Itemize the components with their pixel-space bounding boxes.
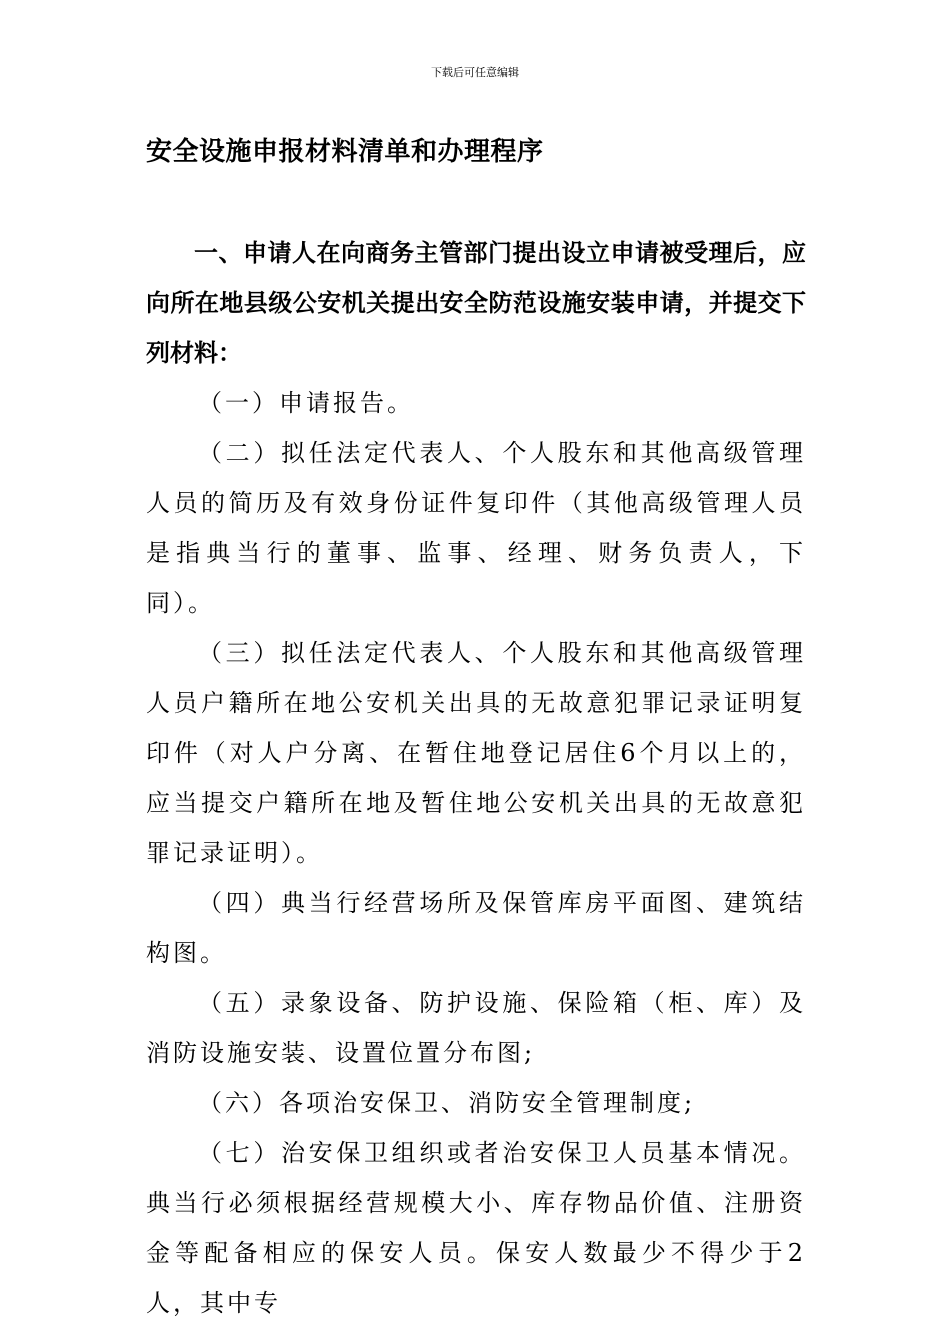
list-item-4: （四）典当行经营场所及保管库房平面图、建筑结构图。	[146, 889, 806, 967]
page-header: 下载后可任意编辑	[431, 66, 519, 79]
list-item-5: （五）录象设备、防护设施、保险箱（柜、库）及消防设施安装、设置位置分布图;	[146, 989, 806, 1067]
list-item-3: （三）拟任法定代表人、个人股东和其他高级管理人员户籍所在地公安机关出具的无故意犯罪记录证明复印件（对人户分离、在暂住地登记居住6个月以上的，应当提交户籍所在地及暂住地公安机关出具的无故意犯罪记录证明）。	[146, 639, 806, 867]
list-item-2: （二）拟任法定代表人、个人股东和其他高级管理人员的简历及有效身份证件复印件（其他高级管理人员是指典当行的董事、监事、经理、财务负责人，下同）。	[146, 439, 806, 617]
list-item-1: （一）申请报告。	[198, 389, 414, 417]
section-heading: 一、申请人在向商务主管部门提出设立申请被受理后，应向所在地县级公安机关提出安全防范设施安装申请，并提交下列材料：	[146, 239, 806, 367]
list-item-6: （六）各项治安保卫、消防安全管理制度;	[198, 1089, 696, 1117]
document-body	[146, 228, 806, 1328]
list-item-7: （七）治安保卫组织或者治安保卫人员基本情况。典当行必须根据经营规模大小、库存物品价值、注册资金等配备相应的保安人员。保安人数最少不得少于2人，其中专	[146, 1139, 806, 1317]
document-title: 安全设施申报材料清单和办理程序	[146, 137, 544, 167]
